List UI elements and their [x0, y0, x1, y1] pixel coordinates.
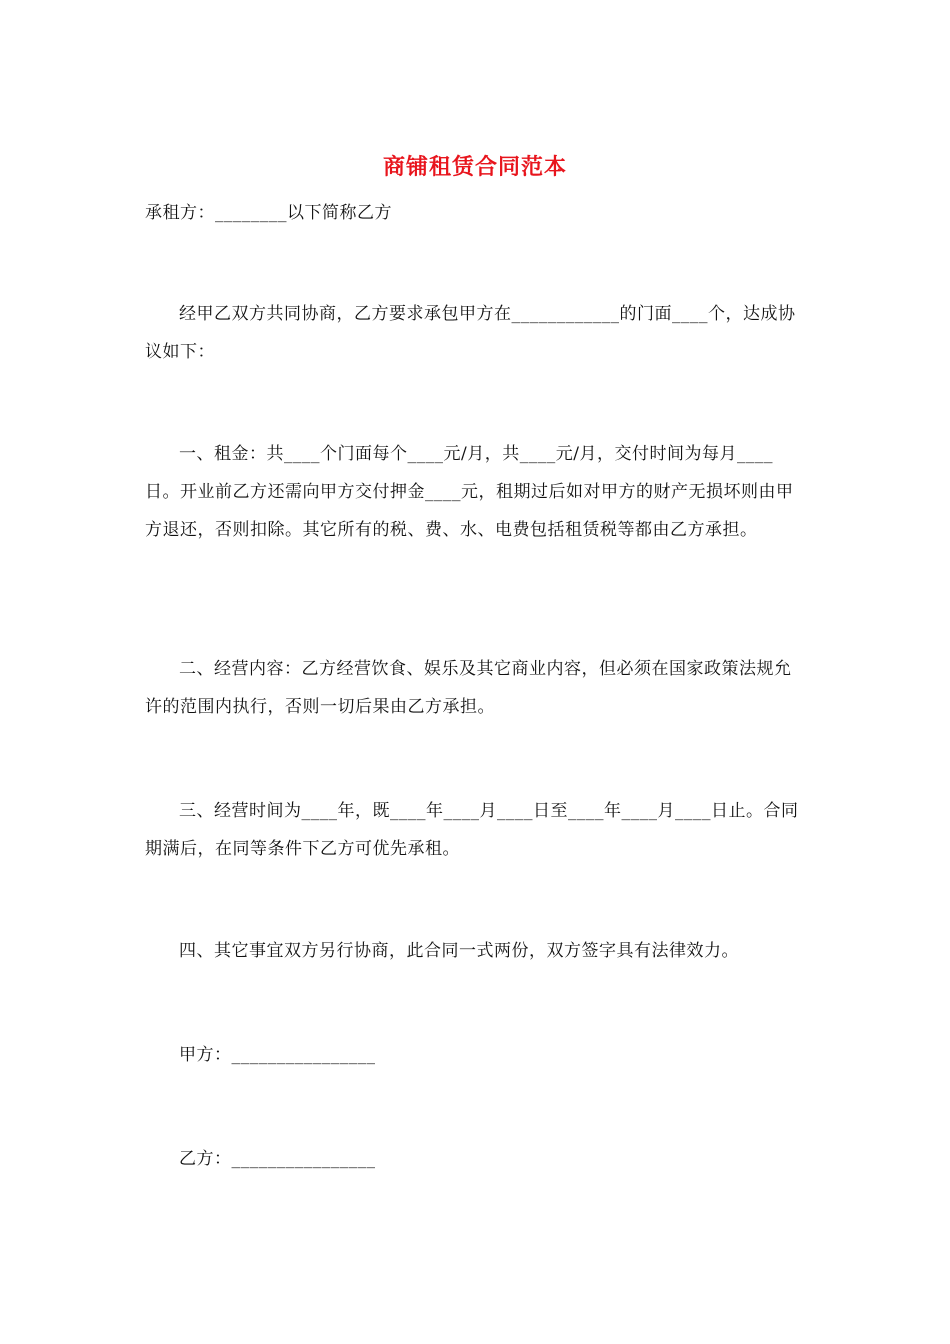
party-b-signature-line: 乙方：________________ [179, 1149, 376, 1169]
intro-paragraph: 经甲乙双方共同协商，乙方要求承包甲方在____________的门面____个，达成协议如下： [145, 304, 796, 362]
clause-other-matters: 四、其它事宜双方另行协商，此合同一式两份，双方签字具有法律效力。 [179, 941, 739, 961]
clause-business-content: 二、经营内容：乙方经营饮食、娱乐及其它商业内容，但必须在国家政策法规允许的范围内执行，否则一切后果由乙方承担。 [145, 659, 792, 717]
document-title: 商铺租赁合同范本 [382, 154, 567, 180]
clause-business-period: 三、经营时间为____年，既____年____月____日至____年____月____日止。合同期满后，在同等条件下乙方可优先承租。 [145, 801, 799, 859]
lessee-line: 承租方：________以下简称乙方 [145, 203, 392, 223]
clause-rent: 一、租金：共____个门面每个____元/月，共____元/月，交付时间为每月____日。开业前乙方还需向甲方交付押金____元，租期过后如对甲方的财产无损坏则由甲方退还，否则扣除。其它所有的税、费、水、电费包括租赁税等都由乙方承担。 [145, 444, 794, 540]
party-a-signature-line: 甲方：________________ [179, 1045, 376, 1065]
